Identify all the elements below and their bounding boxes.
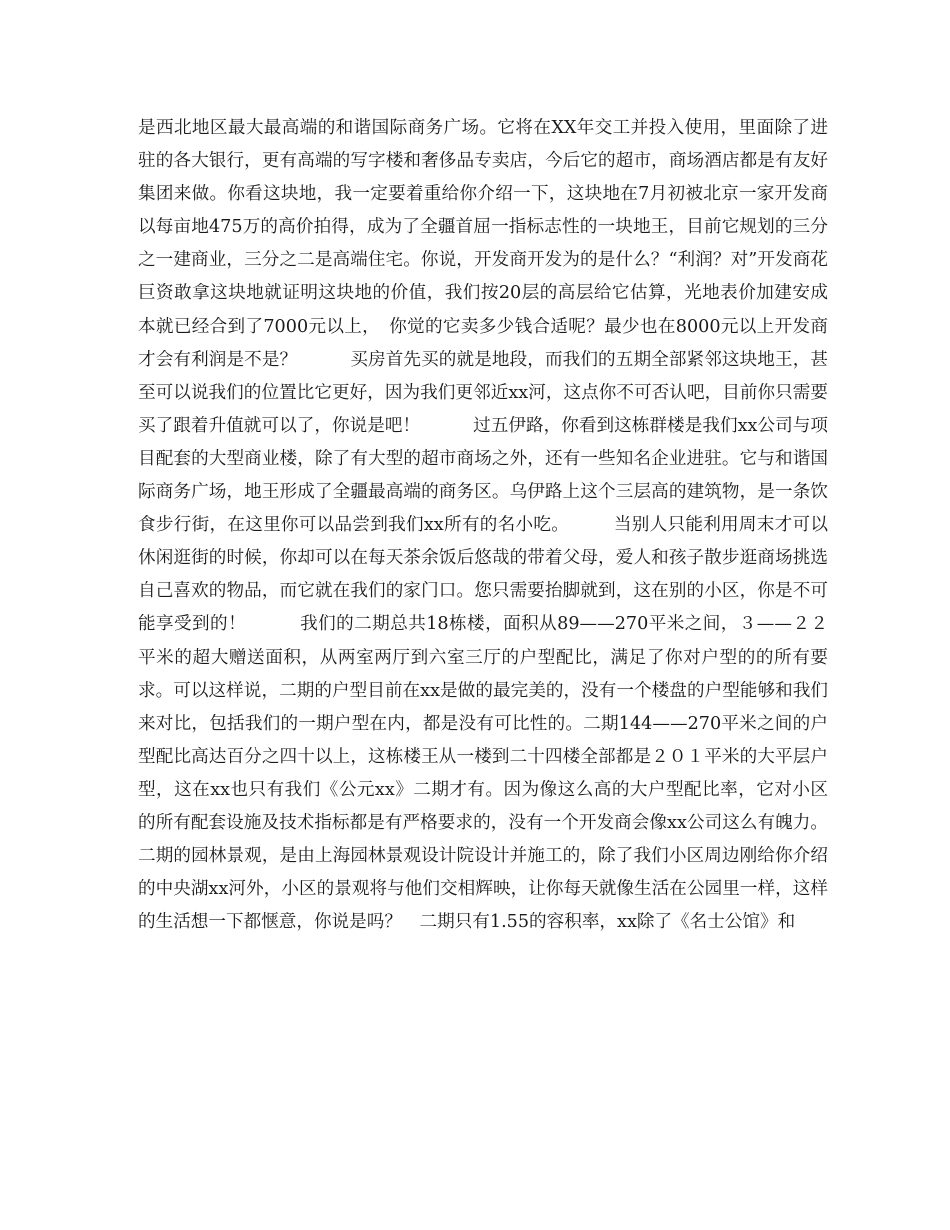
body-paragraph: 是西北地区最大最高端的和谐国际商务广场。它将在XX年交工并投入使用，里面除了进驻的各大银行，更有高端的写字楼和奢侈品专卖店，今后它的超市，商场酒店都是有友好集团来做。你看这块地，我一定要着重给你介绍一下，这块地在7月初被北京一家开发商以每亩地475万的高价拍得，成为了全疆首屈一指标志性的一块地王，目前它规划的三分之一建商业，三分之二是高端住宅。你说，开发商开发为的是什么？“利润？对”开发商花巨资敢拿这块地就证明这块地的价值，我们按20层的高层给它估算，光地表价加建安成本就已经合到了7000元以上， 你觉的它卖多少钱合适呢？最少也在8000元以上开发商才会有利润是不是？ 买房首先买的就是地段，而我们的五期全部紧邻这块地王，甚至可以说我们的位置比它更好，因为我们更邻近xx河，这点你不可否认吧，目前你只需要买了跟着升值就可以了，你说是吧！ 过五伊路，你看到这栋群楼是我们xx公司与项目配套的大型商业楼，除了有大型的超市商场之外，还有一些知名企业进驻。它与和谐国际商务广场，地王形成了全疆最高端的商务区。乌伊路上这个三层高的建筑物，是一条饮食步行街，在这里你可以品尝到我们xx所有的名小吃。 当别人只能利用周末才可以休闲逛街的时候，你却可以在每天茶余饭后悠哉的带着父母，爱人和孩子散步逛商场挑选自己喜欢的物品，而它就在我们的家门口。您只需要抬脚就到，这在别的小区，你是不可能享受到的！ 我们的二期总共18栋楼，面积从89——270平米之间，３——２２平米的超大赠送面积，从两室两厅到六室三厅的户型配比，满足了你对户型的的所有要求。可以这样说，二期的户型目前在xx是做的最完美的，没有一个楼盘的户型能够和我们来对比，包括我们的一期户型在内，都是没有可比性的。二期144——270平米之间的户型配比高达百分之四十以上，这栋楼王从一楼到二十四楼全部都是２０１平米的大平层户型，这在xx也只有我们《公元xx》二期才有。因为像这么高的大户型配比率，它对小区的所有配套设施及技术指标都是有严格要求的，没有一个开发商会像xx公司这么有魄力。二期的园林景观，是由上海园林景观设计院设计并施工的，除了我们小区周边刚给你介绍的中央湖xx河外，小区的景观将与他们交相辉映，让你每天就像生活在公园里一样，这样的生活想一下都惬意，你说是吗？ 二期只有1.55的容积率，xx除了《名士公馆》和 — [138, 118, 828, 933]
